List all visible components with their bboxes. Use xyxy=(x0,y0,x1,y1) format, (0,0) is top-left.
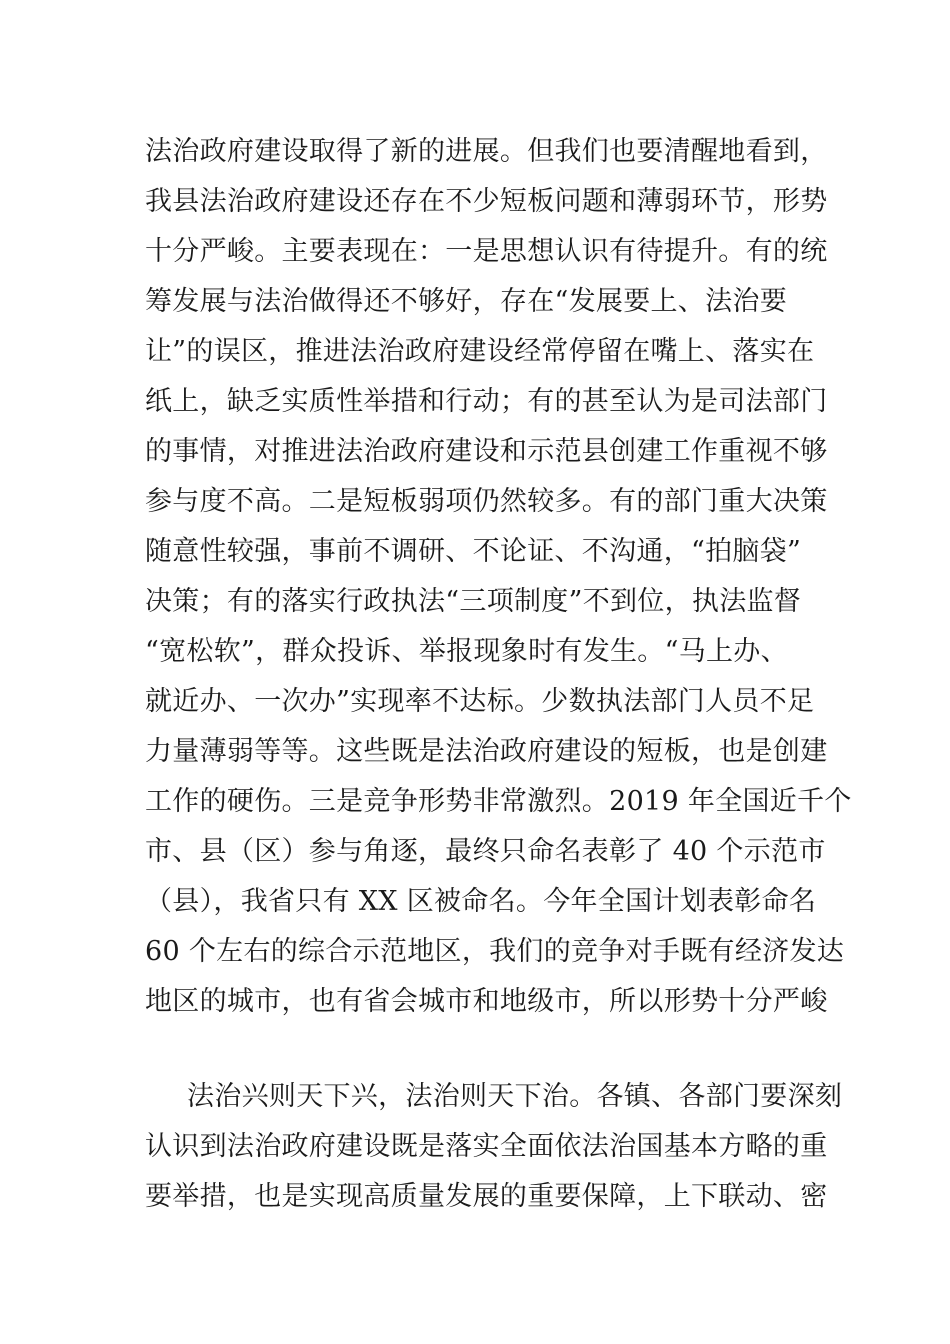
paragraph-1-line-1: 法治政府建设取得了新的进展。但我们也要清醒地看到， xyxy=(145,136,828,167)
paragraph-1-line-14: 工作的硬伤。三是竞争形势非常激烈。2019 年全国近千个 xyxy=(145,786,852,817)
paragraph-2-line-1: 法治兴则天下兴，法治则天下治。各镇、各部门要深刻 xyxy=(187,1081,843,1112)
paragraph-1-line-9: 随意性较强，事前不调研、不论证、不沟通，“拍脑袋” xyxy=(145,536,802,567)
paragraph-1-line-18: 地区的城市，也有省会城市和地级市，所以形势十分严峻 xyxy=(145,986,828,1017)
paragraph-1-line-13: 力量薄弱等等。这些既是法治政府建设的短板，也是创建 xyxy=(145,736,828,767)
paragraph-2-line-2: 认识到法治政府建设既是落实全面依法治国基本方略的重 xyxy=(145,1131,828,1162)
paragraph-1-line-15: 市、县（区）参与角逐，最终只命名表彰了 40 个示范市 xyxy=(145,836,826,867)
paragraph-1-line-16: （县），我省只有 XX 区被命名。今年全国计划表彰命名 xyxy=(145,886,817,917)
paragraph-1-line-6: 纸上，缺乏实质性举措和行动；有的甚至认为是司法部门 xyxy=(145,386,828,417)
paragraph-1-line-17: 60 个左右的综合示范地区，我们的竞争对手既有经济发达 xyxy=(145,936,845,967)
paragraph-1-line-5: 让”的误区，推进法治政府建设经常停留在嘴上、落实在 xyxy=(145,336,815,367)
paragraph-1-line-7: 的事情，对推进法治政府建设和示范县创建工作重视不够 xyxy=(145,436,828,467)
paragraph-1-line-10: 决策；有的落实行政执法“三项制度”不到位，执法监督 xyxy=(145,586,802,617)
paragraph-1-line-12: 就近办、一次办”实现率不达标。少数执法部门人员不足 xyxy=(145,686,815,717)
paragraph-2-line-3: 要举措，也是实现高质量发展的重要保障，上下联动、密 xyxy=(145,1181,828,1212)
paragraph-1-line-11: “宽松软”，群众投诉、举报现象时有发生。“马上办、 xyxy=(145,636,788,667)
paragraph-1-line-3: 十分严峻。主要表现在：一是思想认识有待提升。有的统 xyxy=(145,236,828,267)
paragraph-1-line-2: 我县法治政府建设还存在不少短板问题和薄弱环节，形势 xyxy=(145,186,828,217)
paragraph-1-line-4: 筹发展与法治做得还不够好，存在“发展要上、法治要 xyxy=(145,286,788,317)
paragraph-1-line-8: 参与度不高。二是短板弱项仍然较多。有的部门重大决策 xyxy=(145,486,828,517)
